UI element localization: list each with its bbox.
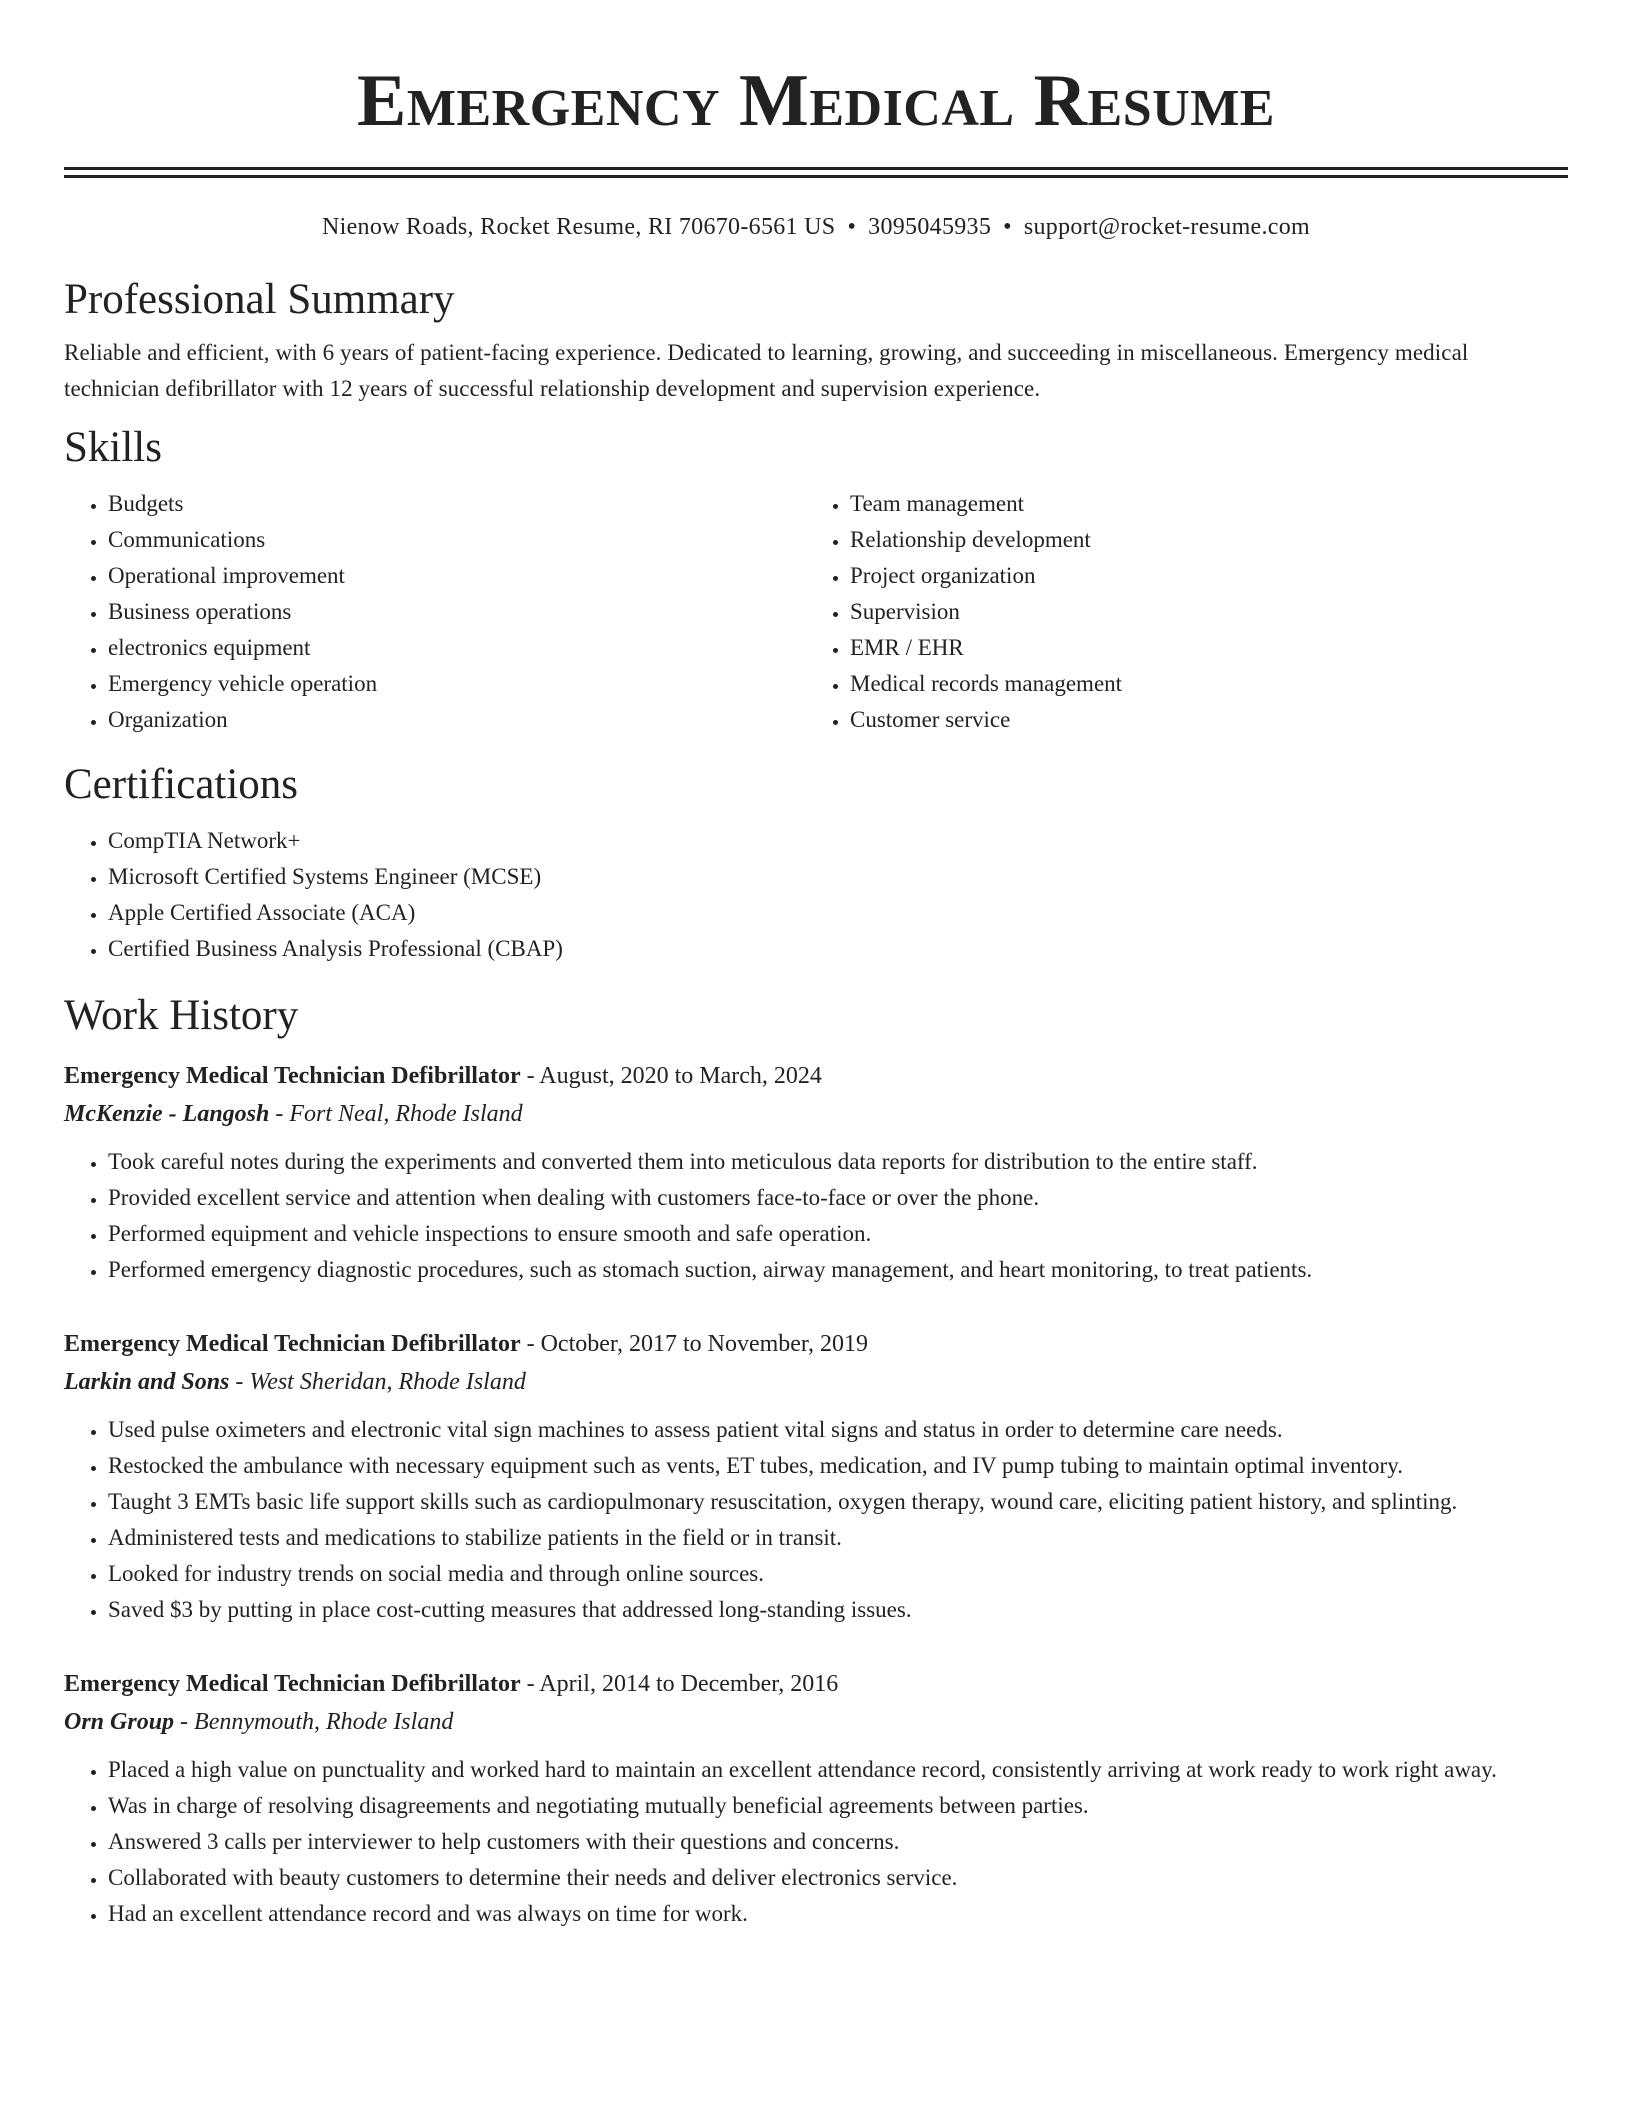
skill-item: • Project organization: [850, 558, 1548, 594]
skills-heading: Skills: [64, 424, 162, 471]
job-bullet-list: [64, 1752, 1568, 1932]
job-company: McKenzie - Langosh: [64, 1101, 270, 1127]
job-bullet: • Used pulse oximeters and electronic vital sign machines to assess patient vital signs and status in order to determine care needs.: [108, 1412, 1568, 1448]
job-title-line: [64, 1326, 1568, 1362]
contact-line: [64, 212, 1568, 242]
contact-phone: 3095045935: [868, 214, 992, 240]
job-bullet: • Collaborated with beauty customers to determine their needs and deliver electronics service.: [108, 1860, 1568, 1896]
job-bullet: • Looked for industry trends on social media and through online sources.: [108, 1556, 1568, 1592]
skills-column-right: [806, 486, 1548, 738]
skill-item: • Budgets: [108, 486, 806, 522]
job-entry: [64, 1326, 1568, 1628]
certification-item: • Certified Business Analysis Professional (CBAP): [108, 931, 1568, 967]
skill-item: • Medical records management: [850, 666, 1548, 702]
skill-item: • EMR / EHR: [850, 630, 1548, 666]
job-bullet: • Had an excellent attendance record and was always on time for work.: [108, 1896, 1568, 1932]
job-dates: - August, 2020 to March, 2024: [526, 1063, 822, 1089]
job-bullet: • Provided excellent service and attention when dealing with customers face-to-face or over the phone.: [108, 1180, 1568, 1216]
resume-title: Emergency Medical Resume: [357, 60, 1275, 142]
job-company: Larkin and Sons: [64, 1369, 230, 1395]
job-location: - Bennymouth, Rhode Island: [180, 1709, 454, 1735]
certification-item: • Apple Certified Associate (ACA): [108, 895, 1568, 931]
job-company-line: [64, 1702, 1568, 1742]
job-bullet: • Taught 3 EMTs basic life support skills such as cardiopulmonary resuscitation, oxygen therapy, wound care, eliciting patient history, and splinting.: [108, 1484, 1568, 1520]
skill-item: • Relationship development: [850, 522, 1548, 558]
summary-text: Reliable and efficient, with 6 years of patient-facing experience. Dedicated to learning, growing, and succeeding in miscellaneous. Emergency medical technician defibrillator with 12 years of successful relationship development and supervision experience.: [64, 340, 1469, 401]
job-bullet: • Was in charge of resolving disagreements and negotiating mutually beneficial agreements between parties.: [108, 1788, 1568, 1824]
skills-list-left: [64, 486, 806, 738]
contact-separator: •: [847, 214, 857, 240]
skills-columns: [64, 486, 1568, 738]
job-bullet-list: [64, 1144, 1568, 1288]
skill-item: • Emergency vehicle operation: [108, 666, 806, 702]
job-title-line: [64, 1058, 1568, 1094]
job-bullet: • Answered 3 calls per interviewer to help customers with their questions and concerns.: [108, 1824, 1568, 1860]
job-bullet: • Administered tests and medications to stabilize patients in the field or in transit.: [108, 1520, 1568, 1556]
job-dates: - October, 2017 to November, 2019: [526, 1331, 868, 1357]
certification-item: • Microsoft Certified Systems Engineer (MCSE): [108, 859, 1568, 895]
skill-item: • Customer service: [850, 702, 1548, 738]
job-bullet-list: [64, 1412, 1568, 1628]
job-title: Emergency Medical Technician Defibrillator: [64, 1671, 521, 1697]
title-divider-top: [64, 167, 1568, 170]
summary-heading: Professional Summary: [64, 276, 455, 323]
certifications-list: [64, 823, 1568, 967]
skill-item: • Business operations: [108, 594, 806, 630]
job-company: Orn Group: [64, 1709, 175, 1735]
skill-item: • Supervision: [850, 594, 1548, 630]
job-bullet: • Performed emergency diagnostic procedures, such as stomach suction, airway management, and heart monitoring, to treat patients.: [108, 1252, 1568, 1288]
contact-email: support@rocket-resume.com: [1023, 214, 1311, 240]
title-divider-bottom: [64, 175, 1568, 178]
job-title-line: [64, 1666, 1568, 1702]
job-entry: [64, 1666, 1568, 1932]
certification-item: • CompTIA Network+: [108, 823, 1568, 859]
contact-separator: •: [1003, 214, 1012, 240]
job-company-line: [64, 1094, 1568, 1134]
job-dates: - April, 2014 to December, 2016: [526, 1671, 839, 1697]
skill-item: • Operational improvement: [108, 558, 806, 594]
job-company-line: [64, 1362, 1568, 1402]
job-title: Emergency Medical Technician Defibrillator: [64, 1331, 521, 1357]
job-location: - Fort Neal, Rhode Island: [275, 1101, 523, 1127]
skill-item: • Organization: [108, 702, 806, 738]
job-bullet: • Placed a high value on punctuality and worked hard to maintain an excellent attendance record, consistently arriving at work ready to work right away.: [108, 1752, 1568, 1788]
job-bullet: • Performed equipment and vehicle inspections to ensure smooth and safe operation.: [108, 1216, 1568, 1252]
skills-list-right: [806, 486, 1548, 738]
skill-item: • electronics equipment: [108, 630, 806, 666]
job-location: - West Sheridan, Rhode Island: [235, 1369, 526, 1395]
job-bullet: • Restocked the ambulance with necessary equipment such as vents, ET tubes, medication, and IV pump tubing to maintain optimal inventory.: [108, 1448, 1568, 1484]
work-history-heading: Work History: [64, 992, 299, 1039]
skills-column-left: [64, 486, 806, 738]
certifications-heading: Certifications: [64, 761, 299, 808]
job-title: Emergency Medical Technician Defibrillator: [64, 1063, 521, 1089]
job-bullet: • Took careful notes during the experiments and converted them into meticulous data reports for distribution to the entire staff.: [108, 1144, 1568, 1180]
skill-item: • Team management: [850, 486, 1548, 522]
skill-item: • Communications: [108, 522, 806, 558]
job-entry: [64, 1058, 1568, 1288]
job-bullet: • Saved $3 by putting in place cost-cutting measures that addressed long-standing issues.: [108, 1592, 1568, 1628]
contact-address: Nienow Roads, Rocket Resume, RI 70670-6561 US: [321, 214, 836, 240]
